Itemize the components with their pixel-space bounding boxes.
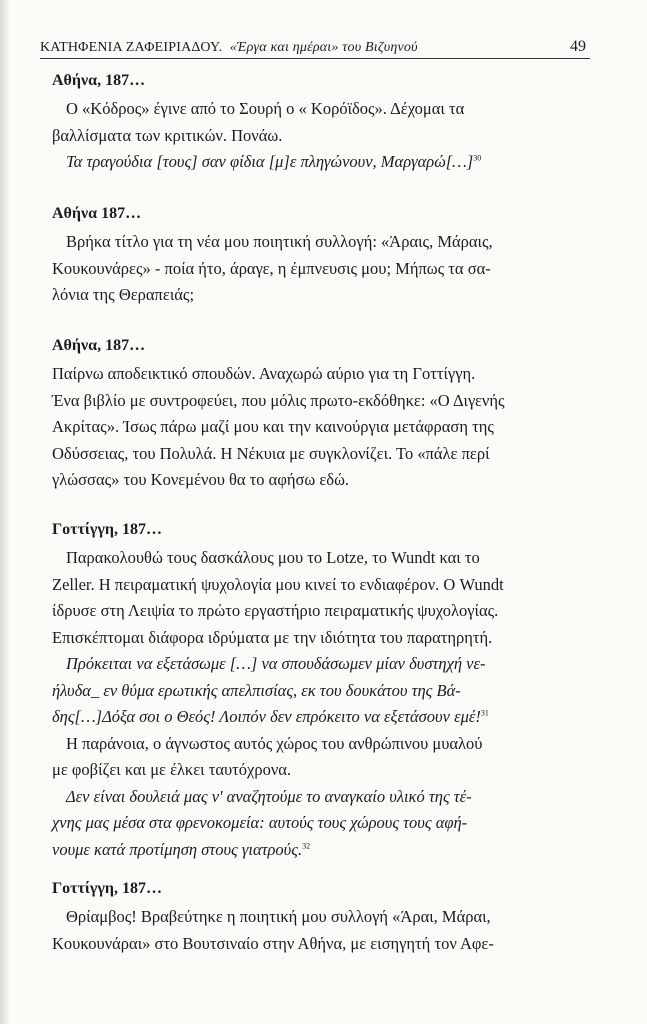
entry-line: γλώσσας» του Κονεμένου θα το αφήσω εδώ. bbox=[52, 470, 350, 489]
entry-quote-line bbox=[52, 837, 582, 864]
entry-line: με φοβίζει και με έλκει ταυτόχρονα. bbox=[52, 760, 292, 779]
quote-text: νουμε κατά προτίμηση στους γιατρούς. bbox=[52, 839, 303, 859]
entry-line: Επισκέπτομαι διάφορα ιδρύματα με την ιδιότητα του παρατηρητή. bbox=[52, 627, 493, 647]
diary-entry bbox=[52, 72, 582, 176]
diary-entry bbox=[52, 880, 582, 957]
entry-quote-line bbox=[52, 149, 582, 176]
footnote-marker: 30 bbox=[473, 153, 482, 163]
entry-date: Αθήνα, 187… bbox=[52, 337, 146, 354]
page-number: 49 bbox=[570, 38, 586, 55]
entry-line: Κουκουνάρες» - ποία ήτο, άραγε, η έμπνευσις μου; Μήπως τα σα- bbox=[52, 258, 491, 278]
entry-line: λόνια της Θεραπειάς; bbox=[52, 285, 195, 304]
diary-entry bbox=[52, 337, 582, 494]
quote-text: Τα τραγούδια [τους] σαν φίδια [μ]ε πληγώνουν, Μαργαρώ[…] bbox=[66, 152, 474, 171]
entry-quote-line: χνης μας μέσα στα φρενοκομεία: αυτούς τους χώρους τους αφή- bbox=[52, 813, 468, 832]
entry-line: ίδρυσε στη Λειψία το πρώτο εργαστήριο πειραματικής ψυχολογίας. bbox=[52, 601, 499, 620]
entry-quote-line: ήλυδα_ εν θύμα ερωτικής απελπισίας, εκ του δουκάτου της Βά- bbox=[52, 680, 461, 700]
entry-line: Παρακολουθώ τους δασκάλους μου το Lotze, το Wundt και το bbox=[66, 548, 480, 567]
entry-date: Αθήνα 187… bbox=[52, 205, 142, 222]
entry-quote-line bbox=[52, 704, 582, 731]
entry-date: Αθήνα, 187… bbox=[52, 72, 146, 89]
footnote-marker: 31 bbox=[480, 708, 489, 718]
entry-quote-line: Δεν είναι δουλειά μας ν' αναζητούμε το αναγκαίο υλικό της τέ- bbox=[66, 786, 472, 806]
diary-entry bbox=[52, 521, 582, 863]
entry-quote-line: Πρόκειται να εξετάσωμε […] να σπουδάσωμεν μίαν δυστηχή νε- bbox=[66, 654, 486, 673]
quote-text: δης[…]Δόξα σοι ο Θεός! Λοιπόν δεν επρόκειτο να εξετάσουν εμέ! bbox=[52, 707, 481, 726]
running-header bbox=[40, 30, 590, 59]
entry-line: Ακρίτας». Ίσως πάρω μαζί μου και την καινούργια μετάφραση της bbox=[52, 417, 494, 436]
header-author: ΚΑΤΗΦΕΝΙΑ ΖΑΦΕΙΡΙΑΔΟΥ. bbox=[40, 40, 223, 55]
entry-line: Ο «Κόδρος» έγινε από το Σουρή ο « Κορόϊδος». Δέχομαι τα bbox=[66, 99, 465, 118]
entry-line: Η παράνοια, ο άγνωστος αυτός χώρος του ανθρώπινου μυαλού bbox=[66, 733, 483, 753]
diary-entry bbox=[52, 205, 582, 309]
entry-line: Θρίαμβος! Βραβεύτηκε η ποιητική μου συλλογή «Άραι, Μάραι, bbox=[66, 907, 491, 926]
entry-line: βαλλίσματα των κριτικών. Πονάω. bbox=[52, 125, 283, 145]
entry-line: Βρήκα τίτλο για τη νέα μου ποιητική συλλογή: «Άραις, Μάραις, bbox=[66, 232, 493, 251]
entry-date: Γοττίγγη, 187… bbox=[52, 521, 162, 538]
footnote-marker: 32 bbox=[302, 841, 311, 850]
entry-date: Γοττίγγη, 187… bbox=[52, 880, 162, 897]
page-spine-shadow bbox=[0, 0, 10, 1024]
header-title bbox=[40, 40, 418, 56]
entry-line: Παίρνω αποδεικτικό σπουδών. Αναχωρώ αύριο για τη Γοττίγγη. bbox=[52, 364, 476, 383]
entry-line: Οδύσσειας, του Πολυλά. Η Νέκυια με συγκλονίζει. Το «πάλε περί bbox=[52, 443, 490, 463]
entry-line: Κουκουνάραι» στο Βουτσιναίο στην Αθήνα, με εισηγητή τον Αφε- bbox=[52, 933, 494, 953]
header-work-title: «Έργα και ημέραι» του Βιζυηνού bbox=[229, 40, 418, 55]
entry-line: Zeller. Η πειραματική ψυχολογία μου κινεί το ενδιαφέρον. Ο Wundt bbox=[52, 574, 504, 594]
entry-line: Ένα βιβλίο με συντροφεύει, που μόλις πρωτο-εκδόθηκε: «Ο Διγενής bbox=[52, 390, 505, 410]
